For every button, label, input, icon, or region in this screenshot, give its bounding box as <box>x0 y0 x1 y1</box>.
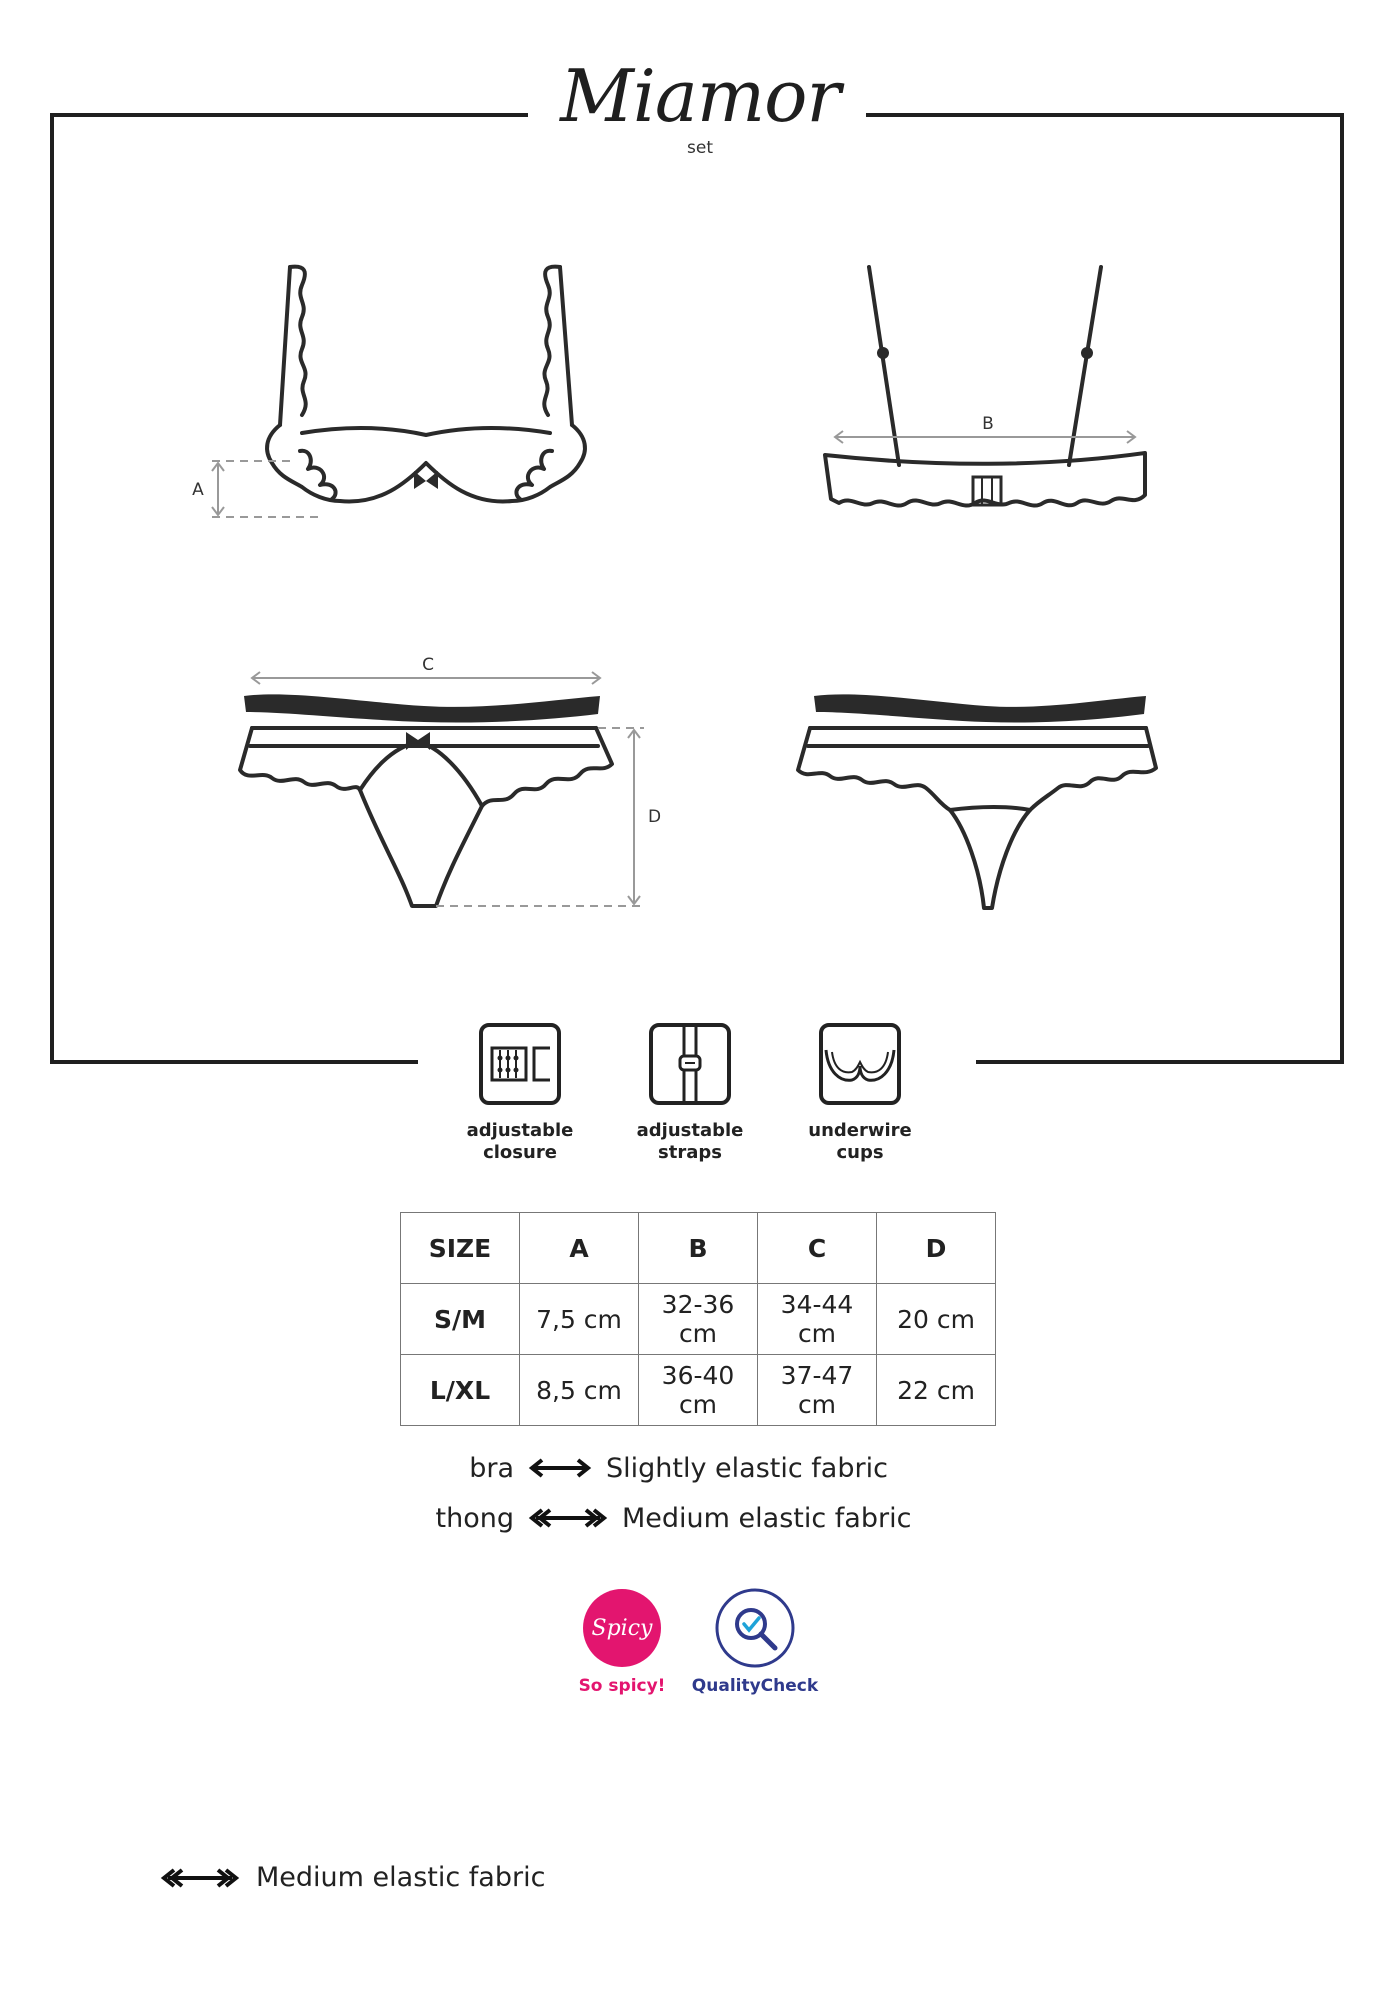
table-cell: 7,5 cm <box>520 1284 639 1355</box>
thong-back-drawing <box>790 670 1190 920</box>
measure-a-label: A <box>192 480 204 500</box>
spicy-logo-icon <box>582 1588 662 1668</box>
table-cell: 20 cm <box>877 1284 996 1355</box>
column-header: C <box>758 1213 877 1284</box>
quality-check-badge <box>675 1588 835 1696</box>
slightly-elastic-arrow-icon <box>528 1457 592 1479</box>
table-row <box>401 1355 996 1426</box>
table-cell: 37-47 cm <box>758 1355 877 1426</box>
frame-left <box>50 113 54 1064</box>
medium-elastic-arrow-icon <box>160 1867 240 1889</box>
table-cell: L/XL <box>401 1355 520 1426</box>
table-cell: 36-40 cm <box>639 1355 758 1426</box>
feature-label: adjustable straps <box>636 1120 744 1163</box>
fabric-description: Medium elastic fabric <box>622 1502 912 1534</box>
quality-check-text: QualityCheck <box>691 1676 819 1696</box>
spicy-badge-text: So spicy! <box>578 1676 666 1696</box>
table-cell: 32-36 cm <box>639 1284 758 1355</box>
table-cell: 8,5 cm <box>520 1355 639 1426</box>
measure-b-label: B <box>982 414 994 434</box>
table-row <box>401 1284 996 1355</box>
table-cell: S/M <box>401 1284 520 1355</box>
adjustable-straps-icon <box>648 1022 732 1106</box>
feature-adjustable-straps <box>610 1022 770 1164</box>
feature-label: adjustable closure <box>466 1120 574 1163</box>
column-header: D <box>877 1213 996 1284</box>
bra-back-drawing <box>815 255 1165 535</box>
title-block <box>540 54 860 158</box>
measure-c-label: C <box>422 655 434 675</box>
feature-adjustable-closure <box>440 1022 600 1164</box>
frame-bottom-right <box>976 1060 1344 1064</box>
frame-top-right <box>866 113 1344 117</box>
frame-right <box>1340 113 1344 1064</box>
fabric-row-thong <box>424 1500 911 1536</box>
table-header-row <box>401 1213 996 1284</box>
footer-fabric-text: Medium elastic fabric <box>256 1862 546 1893</box>
bra-front-drawing <box>180 255 600 535</box>
fabric-row-bra <box>424 1450 888 1486</box>
subtitle: set <box>687 138 713 158</box>
thong-front-drawing <box>230 650 670 920</box>
column-header: B <box>639 1213 758 1284</box>
underwire-cups-icon <box>818 1022 902 1106</box>
fabric-item-label: bra <box>469 1452 514 1484</box>
column-header: SIZE <box>401 1213 520 1284</box>
brand-logo: Miamor <box>560 54 840 138</box>
table-cell: 34-44 cm <box>758 1284 877 1355</box>
measure-d-label: D <box>648 807 662 827</box>
fabric-description: Slightly elastic fabric <box>606 1452 888 1484</box>
frame-top-left <box>50 113 528 117</box>
feature-label: underwire cups <box>808 1120 912 1163</box>
table-cell: 22 cm <box>877 1355 996 1426</box>
adjustable-closure-icon <box>478 1022 562 1106</box>
frame-bottom-left <box>50 1060 418 1064</box>
size-table <box>400 1212 996 1426</box>
fabric-item-label: thong <box>435 1502 514 1534</box>
medium-elastic-arrow-icon <box>528 1507 608 1529</box>
footer-fabric-note <box>160 1862 545 1893</box>
spicy-logo-text: Spicy <box>591 1616 653 1641</box>
column-header: A <box>520 1213 639 1284</box>
feature-underwire-cups <box>780 1022 940 1164</box>
quality-check-icon <box>715 1588 795 1668</box>
